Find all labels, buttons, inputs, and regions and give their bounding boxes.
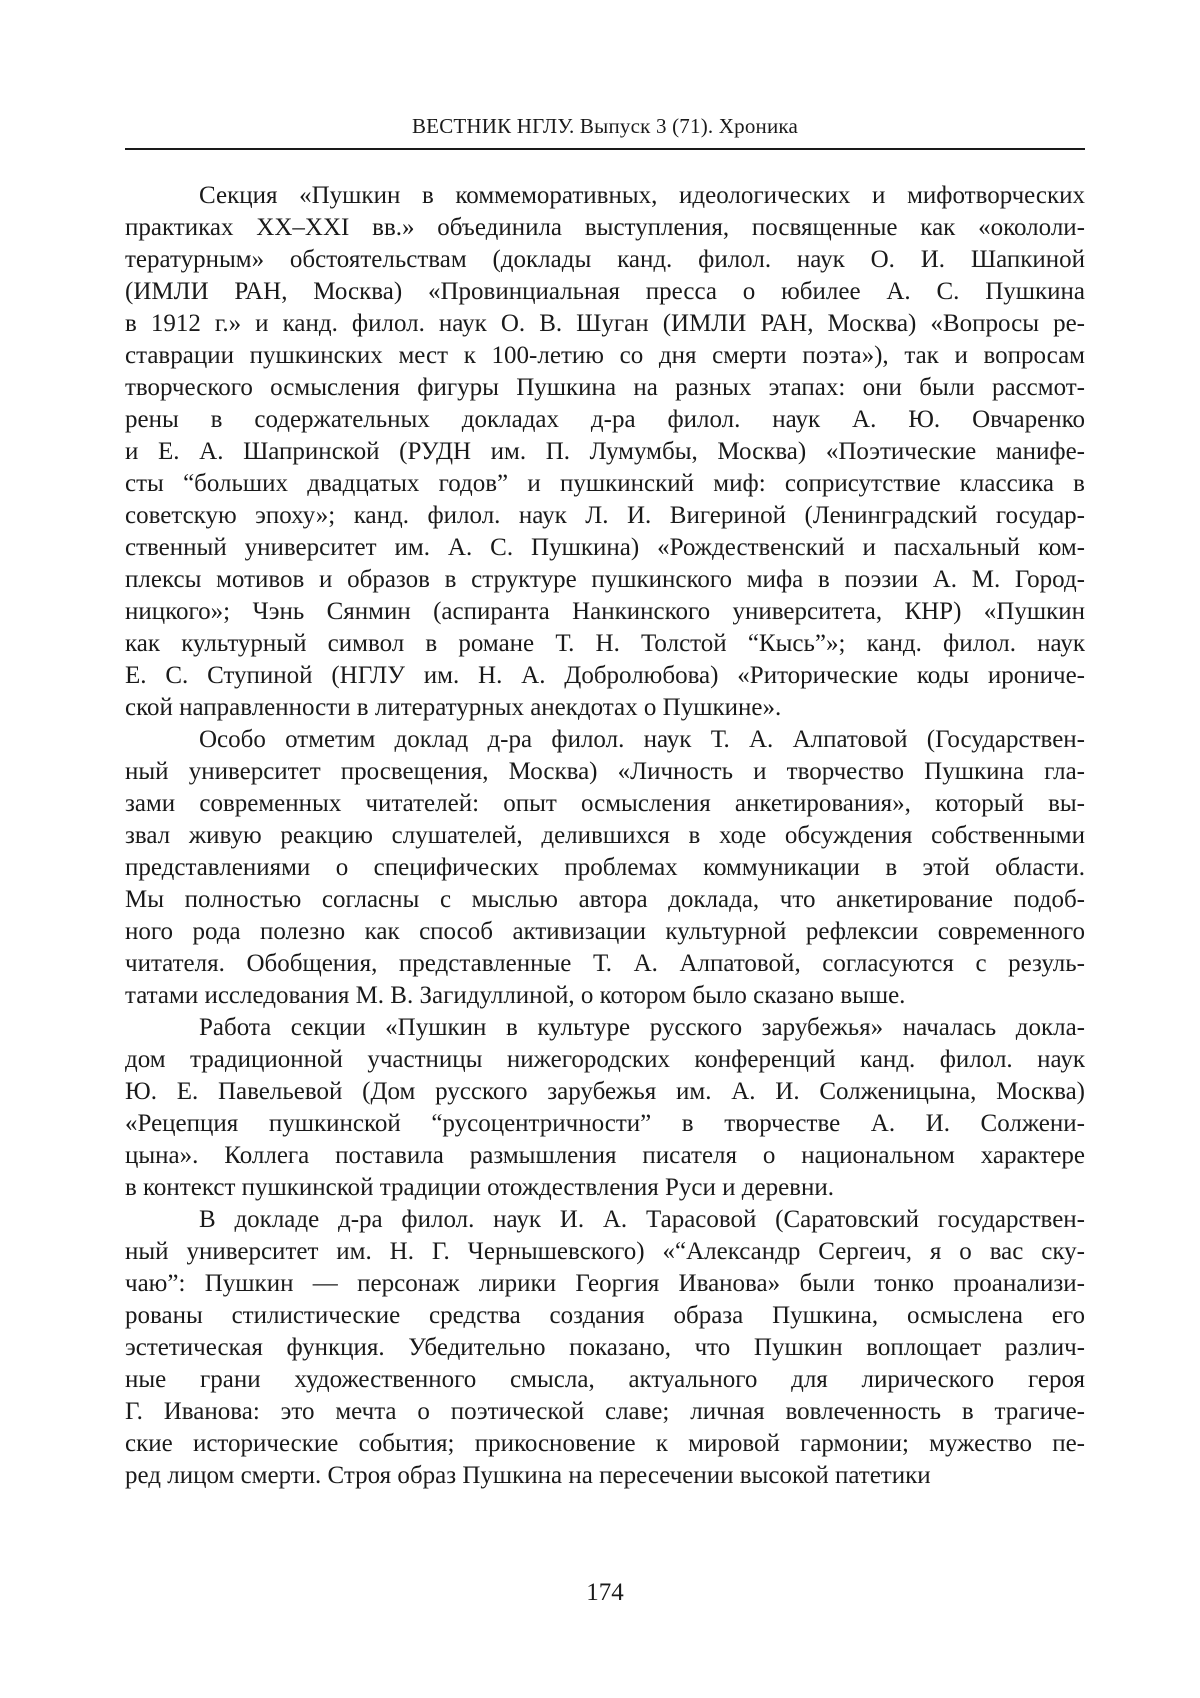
text-line: Работа секции «Пушкин в культуре русского зарубежья» началась доклa-	[125, 1012, 1085, 1044]
text-line: ного рода полезно как способ активизации культурной рефлексии современного	[125, 916, 1085, 948]
text-line: Е. С. Ступиной (НГЛУ им. Н. А. Добролюбова) «Риторические коды ирониче-	[125, 660, 1085, 692]
text-line: плексы мотивов и образов в структуре пушкинского мифа в поэзии А. М. Город-	[125, 564, 1085, 596]
header-rule	[125, 148, 1085, 150]
text-line: в контекст пушкинской традиции отождествления Руси и деревни.	[125, 1172, 1085, 1204]
running-title: ВЕСТНИК НГЛУ. Выпуск 3 (71). Хроника	[125, 113, 1085, 139]
text-line: дом традиционной участницы нижегородских конференций канд. филол. наук	[125, 1044, 1085, 1076]
text-line: как культурный символ в романе Т. Н. Толстой “Кысь”»; канд. филол. наук	[125, 628, 1085, 660]
text-line: ный университет просвещения, Москва) «Личность и творчество Пушкина гла-	[125, 756, 1085, 788]
text-line: представлениями о специфических проблемах коммуникации в этой области.	[125, 852, 1085, 884]
text-line: ской направленности в литературных анекдотах о Пушкине».	[125, 692, 1085, 724]
text-line: и Е. А. Шапринской (РУДН им. П. Лумумбы, Москва) «Поэтические манифе-	[125, 436, 1085, 468]
text-line: ные грани художественного смысла, актуального для лирического героя	[125, 1364, 1085, 1396]
text-line: Ю. Е. Павельевой (Дом русского зарубежья им. А. И. Солженицына, Москва)	[125, 1076, 1085, 1108]
text-line: зами современных читателей: опыт осмысления анкетирования», который вы-	[125, 788, 1085, 820]
text-line: чаю”: Пушкин — персонаж лирики Георгия Иванова» были тонко проанализи-	[125, 1268, 1085, 1300]
text-line: цына». Коллега поставила размышления писателя о национальном характере	[125, 1140, 1085, 1172]
text-line: эстетическая функция. Убедительно показано, что Пушкин воплощает различ-	[125, 1332, 1085, 1364]
text-line: ный университет им. Н. Г. Чернышевского) «“Александр Сергеич, я о вас ску-	[125, 1236, 1085, 1268]
text-line: В докладе д-ра филол. наук И. А. Тарасовой (Саратовский государствен-	[125, 1204, 1085, 1236]
text-line: Секция «Пушкин в коммеморативных, идеологических и мифотворческих	[125, 180, 1085, 212]
text-line: (ИМЛИ РАН, Москва) «Провинциальная пресса о юбилее А. С. Пушкина	[125, 276, 1085, 308]
text-line: читателя. Обобщения, представленные Т. А. Алпатовой, согласуются с резуль-	[125, 948, 1085, 980]
text-line: ские исторические события; прикосновение к мировой гармонии; мужество пе-	[125, 1428, 1085, 1460]
article-body	[125, 180, 1085, 1492]
text-line: советскую эпоху»; канд. филол. наук Л. И. Вигериной (Ленинградский государ-	[125, 500, 1085, 532]
paragraph	[125, 1012, 1085, 1204]
text-line: рованы стилистические средства создания образа Пушкина, осмыслена его	[125, 1300, 1085, 1332]
text-line: ред лицом смерти. Строя образ Пушкина на пересечении высокой патетики	[125, 1460, 1085, 1492]
text-line: звал живую реакцию слушателей, делившихся в ходе обсуждения собственными	[125, 820, 1085, 852]
paragraph	[125, 724, 1085, 1012]
text-line: Особо отметим доклад д-ра филол. наук Т. А. Алпатовой (Государствен-	[125, 724, 1085, 756]
page-number: 174	[125, 1578, 1085, 1608]
paragraph	[125, 1204, 1085, 1492]
text-line: практиках XX–XXI вв.» объединила выступления, посвященные как «окололи-	[125, 212, 1085, 244]
text-line: ставрации пушкинских мест к 100-летию со дня смерти поэта»), так и вопросам	[125, 340, 1085, 372]
text-line: рены в содержательных докладах д-ра филол. наук А. Ю. Овчаренко	[125, 404, 1085, 436]
text-line: тературным» обстоятельствам (доклады канд. филол. наук О. И. Шапкиной	[125, 244, 1085, 276]
text-line: в 1912 г.» и канд. филол. наук О. В. Шуган (ИМЛИ РАН, Москва) «Вопросы ре-	[125, 308, 1085, 340]
text-line: ственный университет им. А. С. Пушкина) «Рождественский и пасхальный ком-	[125, 532, 1085, 564]
text-line: Мы полностью согласны с мыслью автора доклада, что анкетирование подоб-	[125, 884, 1085, 916]
paragraph	[125, 180, 1085, 724]
text-line: «Рецепция пушкинской “русоцентричности” в творчестве А. И. Солжени-	[125, 1108, 1085, 1140]
text-line: татами исследования М. В. Загидуллиной, о котором было сказано выше.	[125, 980, 1085, 1012]
text-line: сты “больших двадцатых годов” и пушкинский миф: соприсутствие классика в	[125, 468, 1085, 500]
text-line: Г. Иванова: это мечта о поэтической славе; личная вовлеченность в трагиче-	[125, 1396, 1085, 1428]
text-line: ницкого»; Чэнь Сянмин (аспиранта Нанкинского университета, КНР) «Пушкин	[125, 596, 1085, 628]
text-line: творческого осмысления фигуры Пушкина на разных этапах: они были рассмот-	[125, 372, 1085, 404]
